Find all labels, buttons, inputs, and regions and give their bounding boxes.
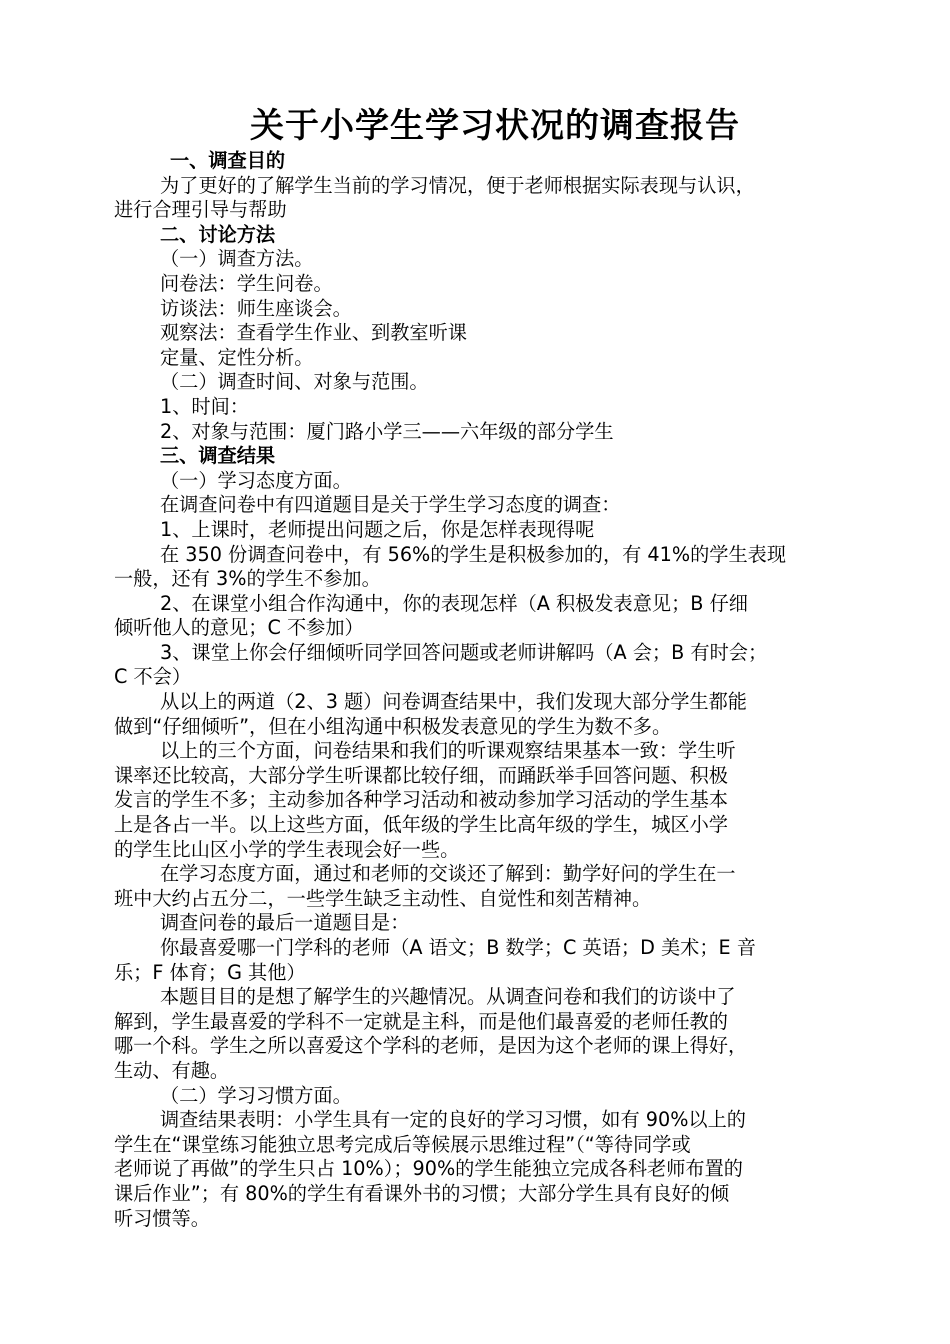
body-text-line: 1、时间： xyxy=(160,394,249,418)
body-text-line: 做到“仔细倾听”，但在小组沟通中积极发表意见的学生为数不多。 xyxy=(114,714,672,738)
section-heading: 一、调查目的 xyxy=(170,149,286,172)
body-text-line: 2、对象与范围：厦门路小学三——六年级的部分学生 xyxy=(160,419,614,443)
document-title: 关于小学生学习状况的调查报告 xyxy=(250,106,740,146)
body-text-line: 学生在“课堂练习能独立思考完成后等候展示思维过程”（“等待同学或 xyxy=(114,1132,691,1156)
body-text-line: 生动、有趣。 xyxy=(114,1058,230,1082)
body-text-line: 3、课堂上你会仔细倾听同学回答问题或老师讲解吗（A 会；B 有时会； xyxy=(160,640,768,664)
body-text-line: 在 350 份调查问卷中，有 56%的学生是积极参加的，有 41%的学生表现 xyxy=(160,542,787,566)
body-text-line: C 不会） xyxy=(114,665,192,689)
body-text-line: 为了更好的了解学生当前的学习情况，便于老师根据实际表现与认识， xyxy=(160,173,755,197)
body-text-line: 在学习态度方面，通过和老师的交谈还了解到：勤学好问的学生在一 xyxy=(160,862,736,886)
body-text-line: 1、上课时，老师提出问题之后，你是怎样表现得呢 xyxy=(160,517,595,541)
section-heading: 三、调查结果 xyxy=(160,444,276,468)
body-text-line: 听习惯等。 xyxy=(114,1206,210,1230)
body-text-line: （一）学习态度方面。 xyxy=(160,468,352,492)
body-text-line: 调查结果表明：小学生具有一定的良好的学习习惯，如有 90%以上的 xyxy=(160,1108,746,1132)
body-text-line: 调查问卷的最后一道题目是： xyxy=(160,911,410,935)
body-text-line: 访谈法：师生座谈会。 xyxy=(160,296,352,320)
body-text-line: 一般，还有 3%的学生不参加。 xyxy=(114,567,381,591)
body-text-line: 进行合理引导与帮助 xyxy=(114,198,287,222)
body-text-line: 观察法：查看学生作业、到教室听课 xyxy=(160,321,467,345)
body-text-line: （二）学习习惯方面。 xyxy=(160,1083,352,1107)
body-text-line: 定量、定性分析。 xyxy=(160,345,314,369)
body-text-line: 班中大约占五分二，一些学生缺乏主动性、自觉性和刻苦精神。 xyxy=(114,886,652,910)
body-text-line: 哪一个科。学生之所以喜爱这个学科的老师，是因为这个老师的课上得好， xyxy=(114,1034,748,1058)
body-text-line: 在调查问卷中有四道题目是关于学生学习态度的调查： xyxy=(160,493,621,517)
body-text-line: 乐；F 体育；G 其他） xyxy=(114,960,306,984)
section-heading: 二、讨论方法 xyxy=(160,222,276,246)
body-text-line: （一）调查方法。 xyxy=(160,247,314,271)
body-text-line: 本题目目的是想了解学生的兴趣情况。从调查问卷和我们的访谈中了 xyxy=(160,985,736,1009)
body-text-line: 问卷法：学生问卷。 xyxy=(160,271,333,295)
body-text-line: 以上的三个方面，问卷结果和我们的听课观察结果基本一致：学生听 xyxy=(160,739,736,763)
body-text-line: 课后作业”；有 80%的学生有看课外书的习惯；大部分学生具有良好的倾 xyxy=(114,1181,730,1205)
body-text-line: （二）调查时间、对象与范围。 xyxy=(160,370,429,394)
body-text-line: 发言的学生不多；主动参加各种学习活动和被动参加学习活动的学生基本 xyxy=(114,788,728,812)
body-text-line: 老师说了再做”的学生只占 10%）；90%的学生能独立完成各科老师布置的 xyxy=(114,1157,743,1181)
body-text-line: 从以上的两道（2、3 题）问卷调查结果中，我们发现大部分学生都能 xyxy=(160,690,747,714)
document-body xyxy=(114,149,844,1231)
body-text-line: 倾听他人的意见；C 不参加） xyxy=(114,616,364,640)
body-text-line: 你最喜爱哪一门学科的老师（A 语文；B 数学；C 英语；D 美术；E 音 xyxy=(160,936,756,959)
body-text-line: 2、在课堂小组合作沟通中，你的表现怎样（A 积极发表意见；B 仔细 xyxy=(160,591,748,615)
body-text-line: 的学生比山区小学的学生表现会好一些。 xyxy=(114,837,460,861)
body-text-line: 上是各占一半。以上这些方面，低年级的学生比高年级的学生，城区小学 xyxy=(114,813,728,837)
body-text-line: 解到，学生最喜爱的学科不一定就是主科，而是他们最喜爱的老师任教的 xyxy=(114,1009,728,1033)
body-text-line: 课率还比较高，大部分学生听课都比较仔细，而踊跃举手回答问题、积极 xyxy=(114,763,728,787)
